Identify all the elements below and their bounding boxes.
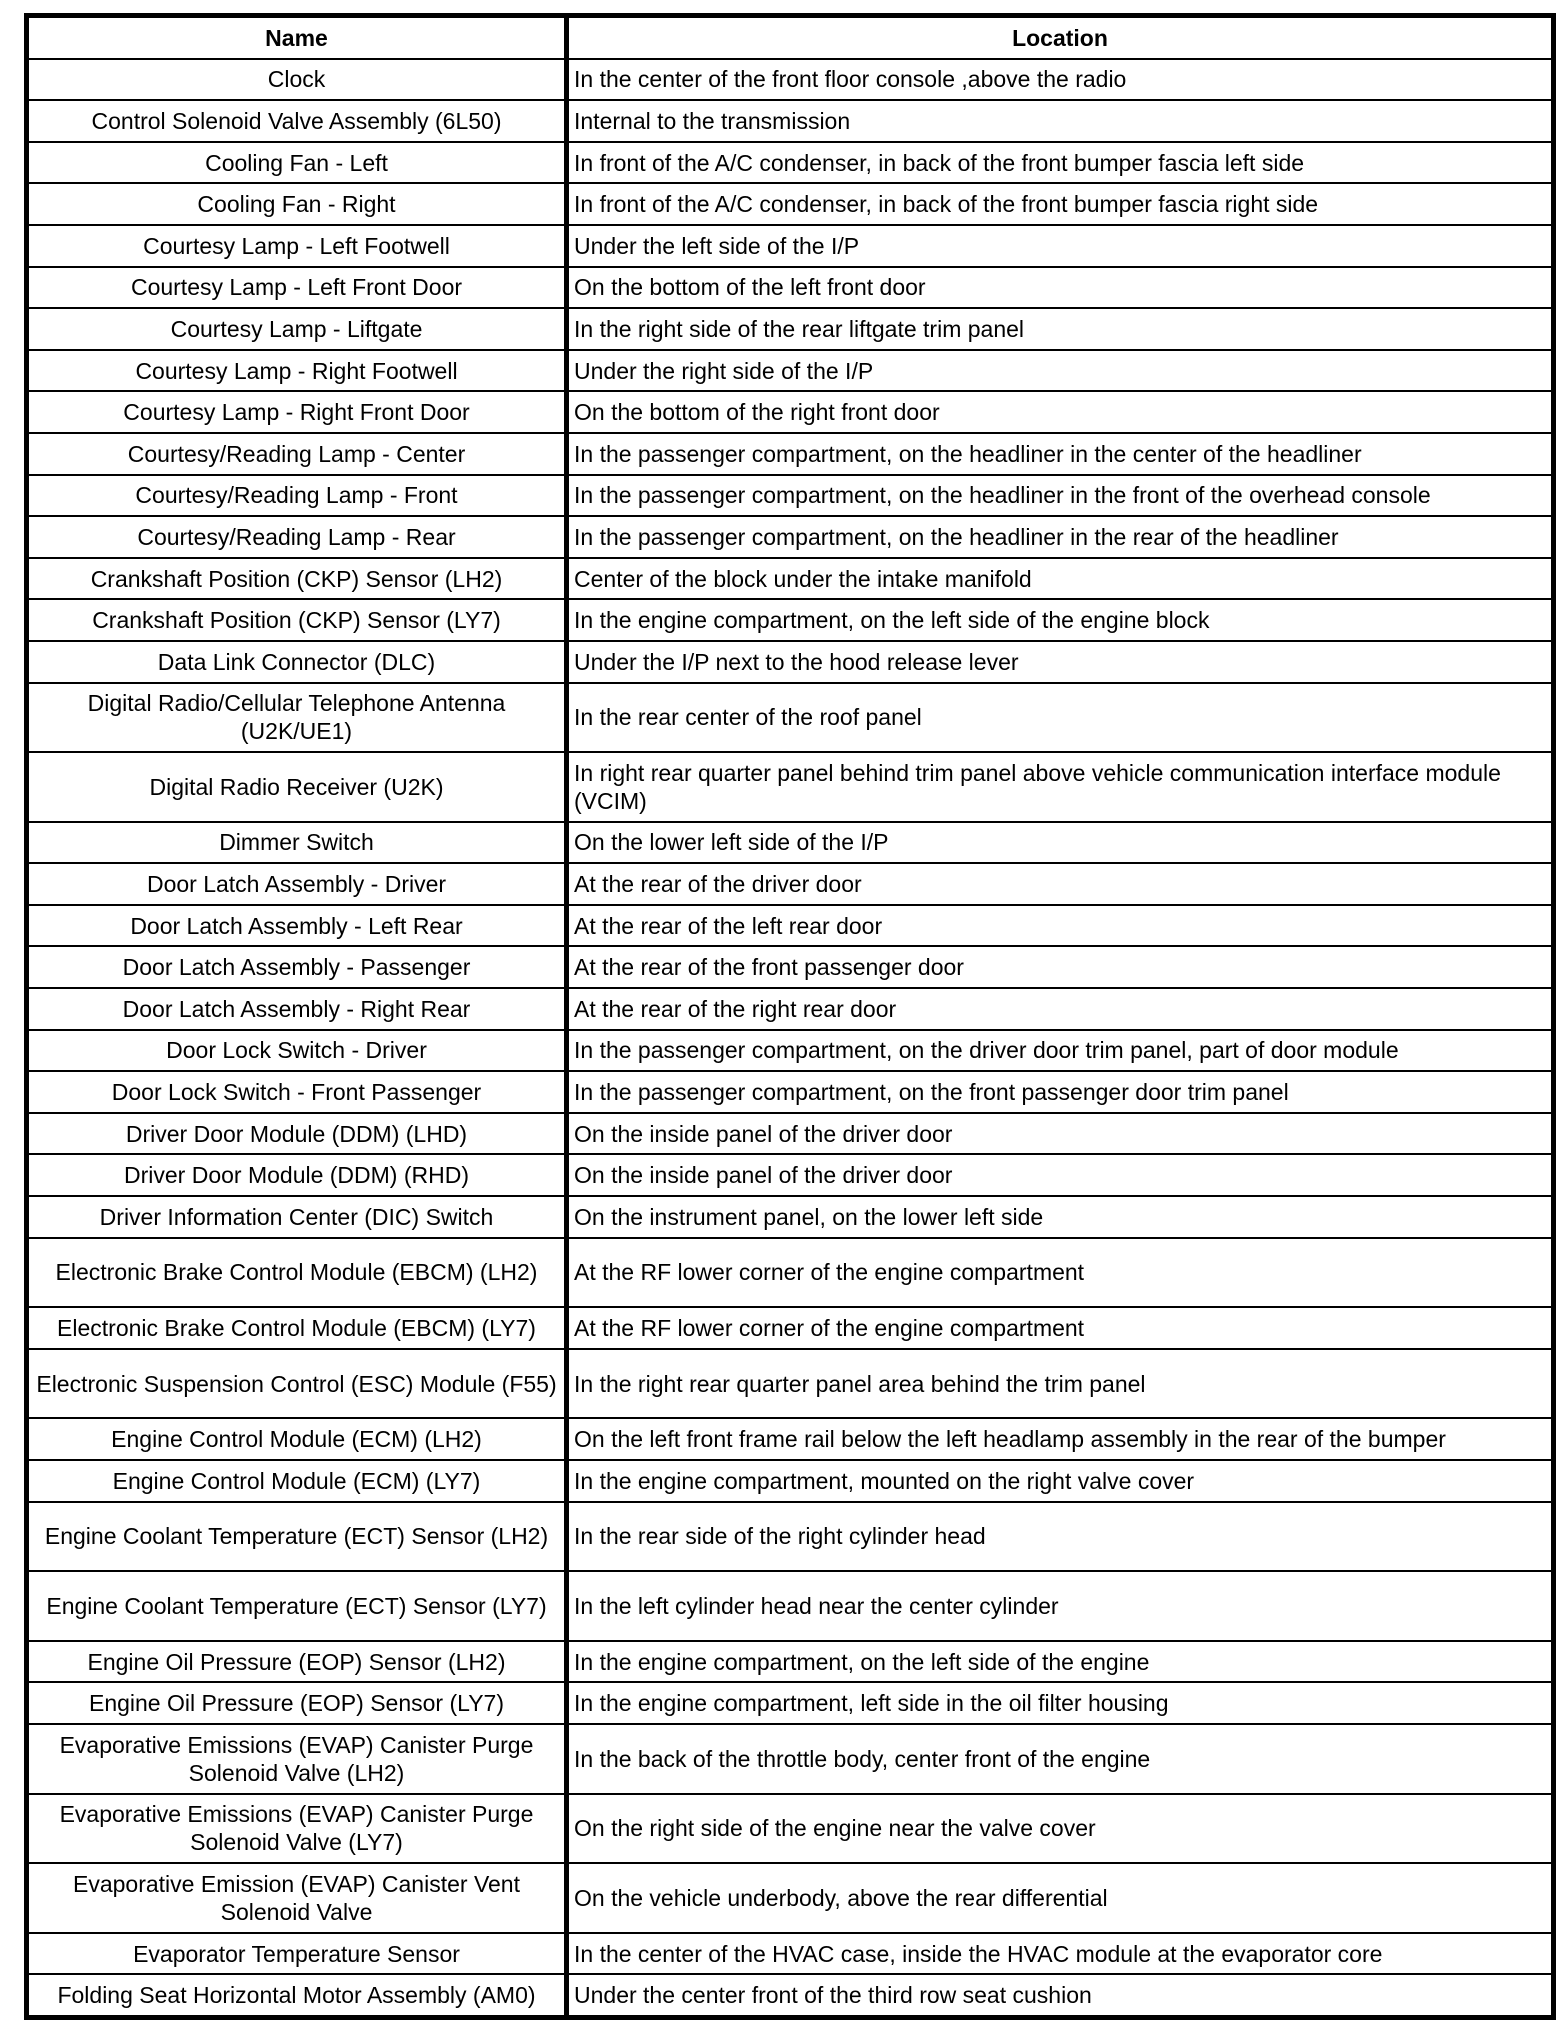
table-row — [28, 599, 1552, 641]
component-name-cell: Digital Radio/Cellular Telephone Antenna (U2K/UE1) — [28, 683, 565, 753]
table-row — [28, 100, 1552, 142]
component-name-cell: Crankshaft Position (CKP) Sensor (LH2) — [28, 558, 565, 600]
component-name-cell: Door Latch Assembly - Driver — [28, 863, 565, 905]
component-name-cell: Electronic Brake Control Module (EBCM) (LY7) — [28, 1307, 565, 1349]
component-name-cell: Digital Radio Receiver (U2K) — [28, 752, 565, 822]
component-name-cell: Courtesy/Reading Lamp - Front — [28, 475, 565, 517]
table-row — [28, 433, 1552, 475]
table-row — [28, 641, 1552, 683]
table-row — [28, 1974, 1552, 2016]
component-location-cell: On the bottom of the left front door — [565, 267, 1552, 309]
component-location-cell: Under the right side of the I/P — [565, 350, 1552, 392]
component-name-cell: Door Lock Switch - Front Passenger — [28, 1071, 565, 1113]
table-row — [28, 1460, 1552, 1502]
component-name-cell: Data Link Connector (DLC) — [28, 641, 565, 683]
table-row — [28, 1682, 1552, 1724]
component-name-cell: Driver Information Center (DIC) Switch — [28, 1196, 565, 1238]
component-name-cell: Courtesy/Reading Lamp - Center — [28, 433, 565, 475]
component-location-cell: On the inside panel of the driver door — [565, 1113, 1552, 1155]
component-location-cell: In the center of the front floor console ,above the radio — [565, 59, 1552, 101]
component-location-cell: At the rear of the front passenger door — [565, 946, 1552, 988]
component-name-cell: Courtesy Lamp - Liftgate — [28, 308, 565, 350]
component-name-cell: Crankshaft Position (CKP) Sensor (LY7) — [28, 599, 565, 641]
component-location-cell: In front of the A/C condenser, in back of the front bumper fascia left side — [565, 142, 1552, 184]
component-location-cell: On the instrument panel, on the lower left side — [565, 1196, 1552, 1238]
component-name-cell: Folding Seat Horizontal Motor Assembly (AM0) — [28, 1974, 565, 2016]
component-name-cell: Control Solenoid Valve Assembly (6L50) — [28, 100, 565, 142]
component-location-cell: In the passenger compartment, on the headliner in the front of the overhead console — [565, 475, 1552, 517]
component-name-cell: Door Latch Assembly - Passenger — [28, 946, 565, 988]
table-row — [28, 59, 1552, 101]
table-row — [28, 1933, 1552, 1975]
component-location-cell: In the passenger compartment, on the headliner in the rear of the headliner — [565, 516, 1552, 558]
table-row — [28, 142, 1552, 184]
component-location-cell: In the back of the throttle body, center front of the engine — [565, 1724, 1552, 1794]
name-column-header: Name — [28, 17, 565, 59]
table-row — [28, 1502, 1552, 1572]
component-location-cell: In the passenger compartment, on the front passenger door trim panel — [565, 1071, 1552, 1113]
component-name-cell: Engine Control Module (ECM) (LH2) — [28, 1418, 565, 1460]
component-name-cell: Engine Oil Pressure (EOP) Sensor (LH2) — [28, 1641, 565, 1683]
location-column-header: Location — [565, 17, 1552, 59]
table-row — [28, 1113, 1552, 1155]
component-location-cell: Under the left side of the I/P — [565, 225, 1552, 267]
table-row — [28, 1349, 1552, 1419]
component-location-cell: At the rear of the driver door — [565, 863, 1552, 905]
table-row — [28, 391, 1552, 433]
component-name-cell: Cooling Fan - Left — [28, 142, 565, 184]
table-row — [28, 1724, 1552, 1794]
component-name-cell: Evaporator Temperature Sensor — [28, 1933, 565, 1975]
component-name-cell: Electronic Brake Control Module (EBCM) (LH2) — [28, 1238, 565, 1308]
component-name-cell: Door Latch Assembly - Right Rear — [28, 988, 565, 1030]
component-name-cell: Courtesy Lamp - Right Footwell — [28, 350, 565, 392]
table-row — [28, 1641, 1552, 1683]
component-location-cell: On the vehicle underbody, above the rear differential — [565, 1863, 1552, 1933]
component-location-cell: On the lower left side of the I/P — [565, 822, 1552, 864]
component-location-cell: At the RF lower corner of the engine compartment — [565, 1238, 1552, 1308]
component-name-cell: Door Lock Switch - Driver — [28, 1030, 565, 1072]
table-row — [28, 1196, 1552, 1238]
component-location-cell: In the rear side of the right cylinder head — [565, 1502, 1552, 1572]
component-location-cell: On the right side of the engine near the valve cover — [565, 1794, 1552, 1864]
component-location-cell: In the engine compartment, left side in the oil filter housing — [565, 1682, 1552, 1724]
table-row — [28, 946, 1552, 988]
component-name-cell: Cooling Fan - Right — [28, 183, 565, 225]
component-location-cell: Internal to the transmission — [565, 100, 1552, 142]
table-row — [28, 1030, 1552, 1072]
table-row — [28, 558, 1552, 600]
table-row — [28, 516, 1552, 558]
component-location-cell: At the rear of the left rear door — [565, 905, 1552, 947]
header-row — [28, 17, 1552, 59]
table-row — [28, 225, 1552, 267]
component-name-cell: Electronic Suspension Control (ESC) Module (F55) — [28, 1349, 565, 1419]
table-row — [28, 822, 1552, 864]
table-row — [28, 683, 1552, 753]
component-name-cell: Courtesy Lamp - Left Footwell — [28, 225, 565, 267]
table-row — [28, 267, 1552, 309]
component-name-cell: Engine Control Module (ECM) (LY7) — [28, 1460, 565, 1502]
component-location-cell: In the right rear quarter panel area behind the trim panel — [565, 1349, 1552, 1419]
component-name-cell: Courtesy Lamp - Right Front Door — [28, 391, 565, 433]
table-row — [28, 1794, 1552, 1864]
table-row — [28, 308, 1552, 350]
table-row — [28, 1418, 1552, 1460]
component-location-cell: In the engine compartment, on the left side of the engine block — [565, 599, 1552, 641]
component-location-cell: Under the center front of the third row seat cushion — [565, 1974, 1552, 2016]
component-name-cell: Engine Coolant Temperature (ECT) Sensor (LY7) — [28, 1571, 565, 1641]
table-row — [28, 1238, 1552, 1308]
component-name-cell: Engine Oil Pressure (EOP) Sensor (LY7) — [28, 1682, 565, 1724]
component-location-cell: In the passenger compartment, on the driver door trim panel, part of door module — [565, 1030, 1552, 1072]
component-location-cell: In the engine compartment, on the left side of the engine — [565, 1641, 1552, 1683]
table-row — [28, 905, 1552, 947]
component-location-cell: In the center of the HVAC case, inside the HVAC module at the evaporator core — [565, 1933, 1552, 1975]
component-location-cell: In the passenger compartment, on the headliner in the center of the headliner — [565, 433, 1552, 475]
table-row — [28, 988, 1552, 1030]
component-location-cell: On the left front frame rail below the left headlamp assembly in the rear of the bumper — [565, 1418, 1552, 1460]
component-name-cell: Evaporative Emissions (EVAP) Canister Purge Solenoid Valve (LH2) — [28, 1724, 565, 1794]
component-name-cell: Dimmer Switch — [28, 822, 565, 864]
table-row — [28, 1863, 1552, 1933]
component-location-cell: In the left cylinder head near the center cylinder — [565, 1571, 1552, 1641]
table-row — [28, 1307, 1552, 1349]
table-row — [28, 183, 1552, 225]
component-name-cell: Evaporative Emissions (EVAP) Canister Purge Solenoid Valve (LY7) — [28, 1794, 565, 1864]
component-location-cell: On the inside panel of the driver door — [565, 1154, 1552, 1196]
component-location-cell: At the RF lower corner of the engine compartment — [565, 1307, 1552, 1349]
component-name-cell: Evaporative Emission (EVAP) Canister Vent Solenoid Valve — [28, 1863, 565, 1933]
table-row — [28, 863, 1552, 905]
component-name-cell: Door Latch Assembly - Left Rear — [28, 905, 565, 947]
table-row — [28, 1571, 1552, 1641]
component-name-cell: Engine Coolant Temperature (ECT) Sensor (LH2) — [28, 1502, 565, 1572]
table-row — [28, 1071, 1552, 1113]
component-location-cell: In the rear center of the roof panel — [565, 683, 1552, 753]
component-location-cell: Under the I/P next to the hood release lever — [565, 641, 1552, 683]
component-location-table — [24, 13, 1556, 2020]
component-name-cell: Driver Door Module (DDM) (LHD) — [28, 1113, 565, 1155]
table-body — [28, 59, 1552, 2016]
component-location-cell: On the bottom of the right front door — [565, 391, 1552, 433]
component-location-cell: Center of the block under the intake manifold — [565, 558, 1552, 600]
component-name-cell: Clock — [28, 59, 565, 101]
component-location-cell: In the engine compartment, mounted on the right valve cover — [565, 1460, 1552, 1502]
component-location-cell: In front of the A/C condenser, in back of the front bumper fascia right side — [565, 183, 1552, 225]
table-row — [28, 752, 1552, 822]
component-name-cell: Driver Door Module (DDM) (RHD) — [28, 1154, 565, 1196]
component-name-cell: Courtesy/Reading Lamp - Rear — [28, 516, 565, 558]
component-location-cell: At the rear of the right rear door — [565, 988, 1552, 1030]
table-row — [28, 475, 1552, 517]
table-row — [28, 350, 1552, 392]
table-row — [28, 1154, 1552, 1196]
component-location-cell: In the right side of the rear liftgate trim panel — [565, 308, 1552, 350]
component-name-cell: Courtesy Lamp - Left Front Door — [28, 267, 565, 309]
component-location-cell: In right rear quarter panel behind trim panel above vehicle communication interface module (VCIM) — [565, 752, 1552, 822]
